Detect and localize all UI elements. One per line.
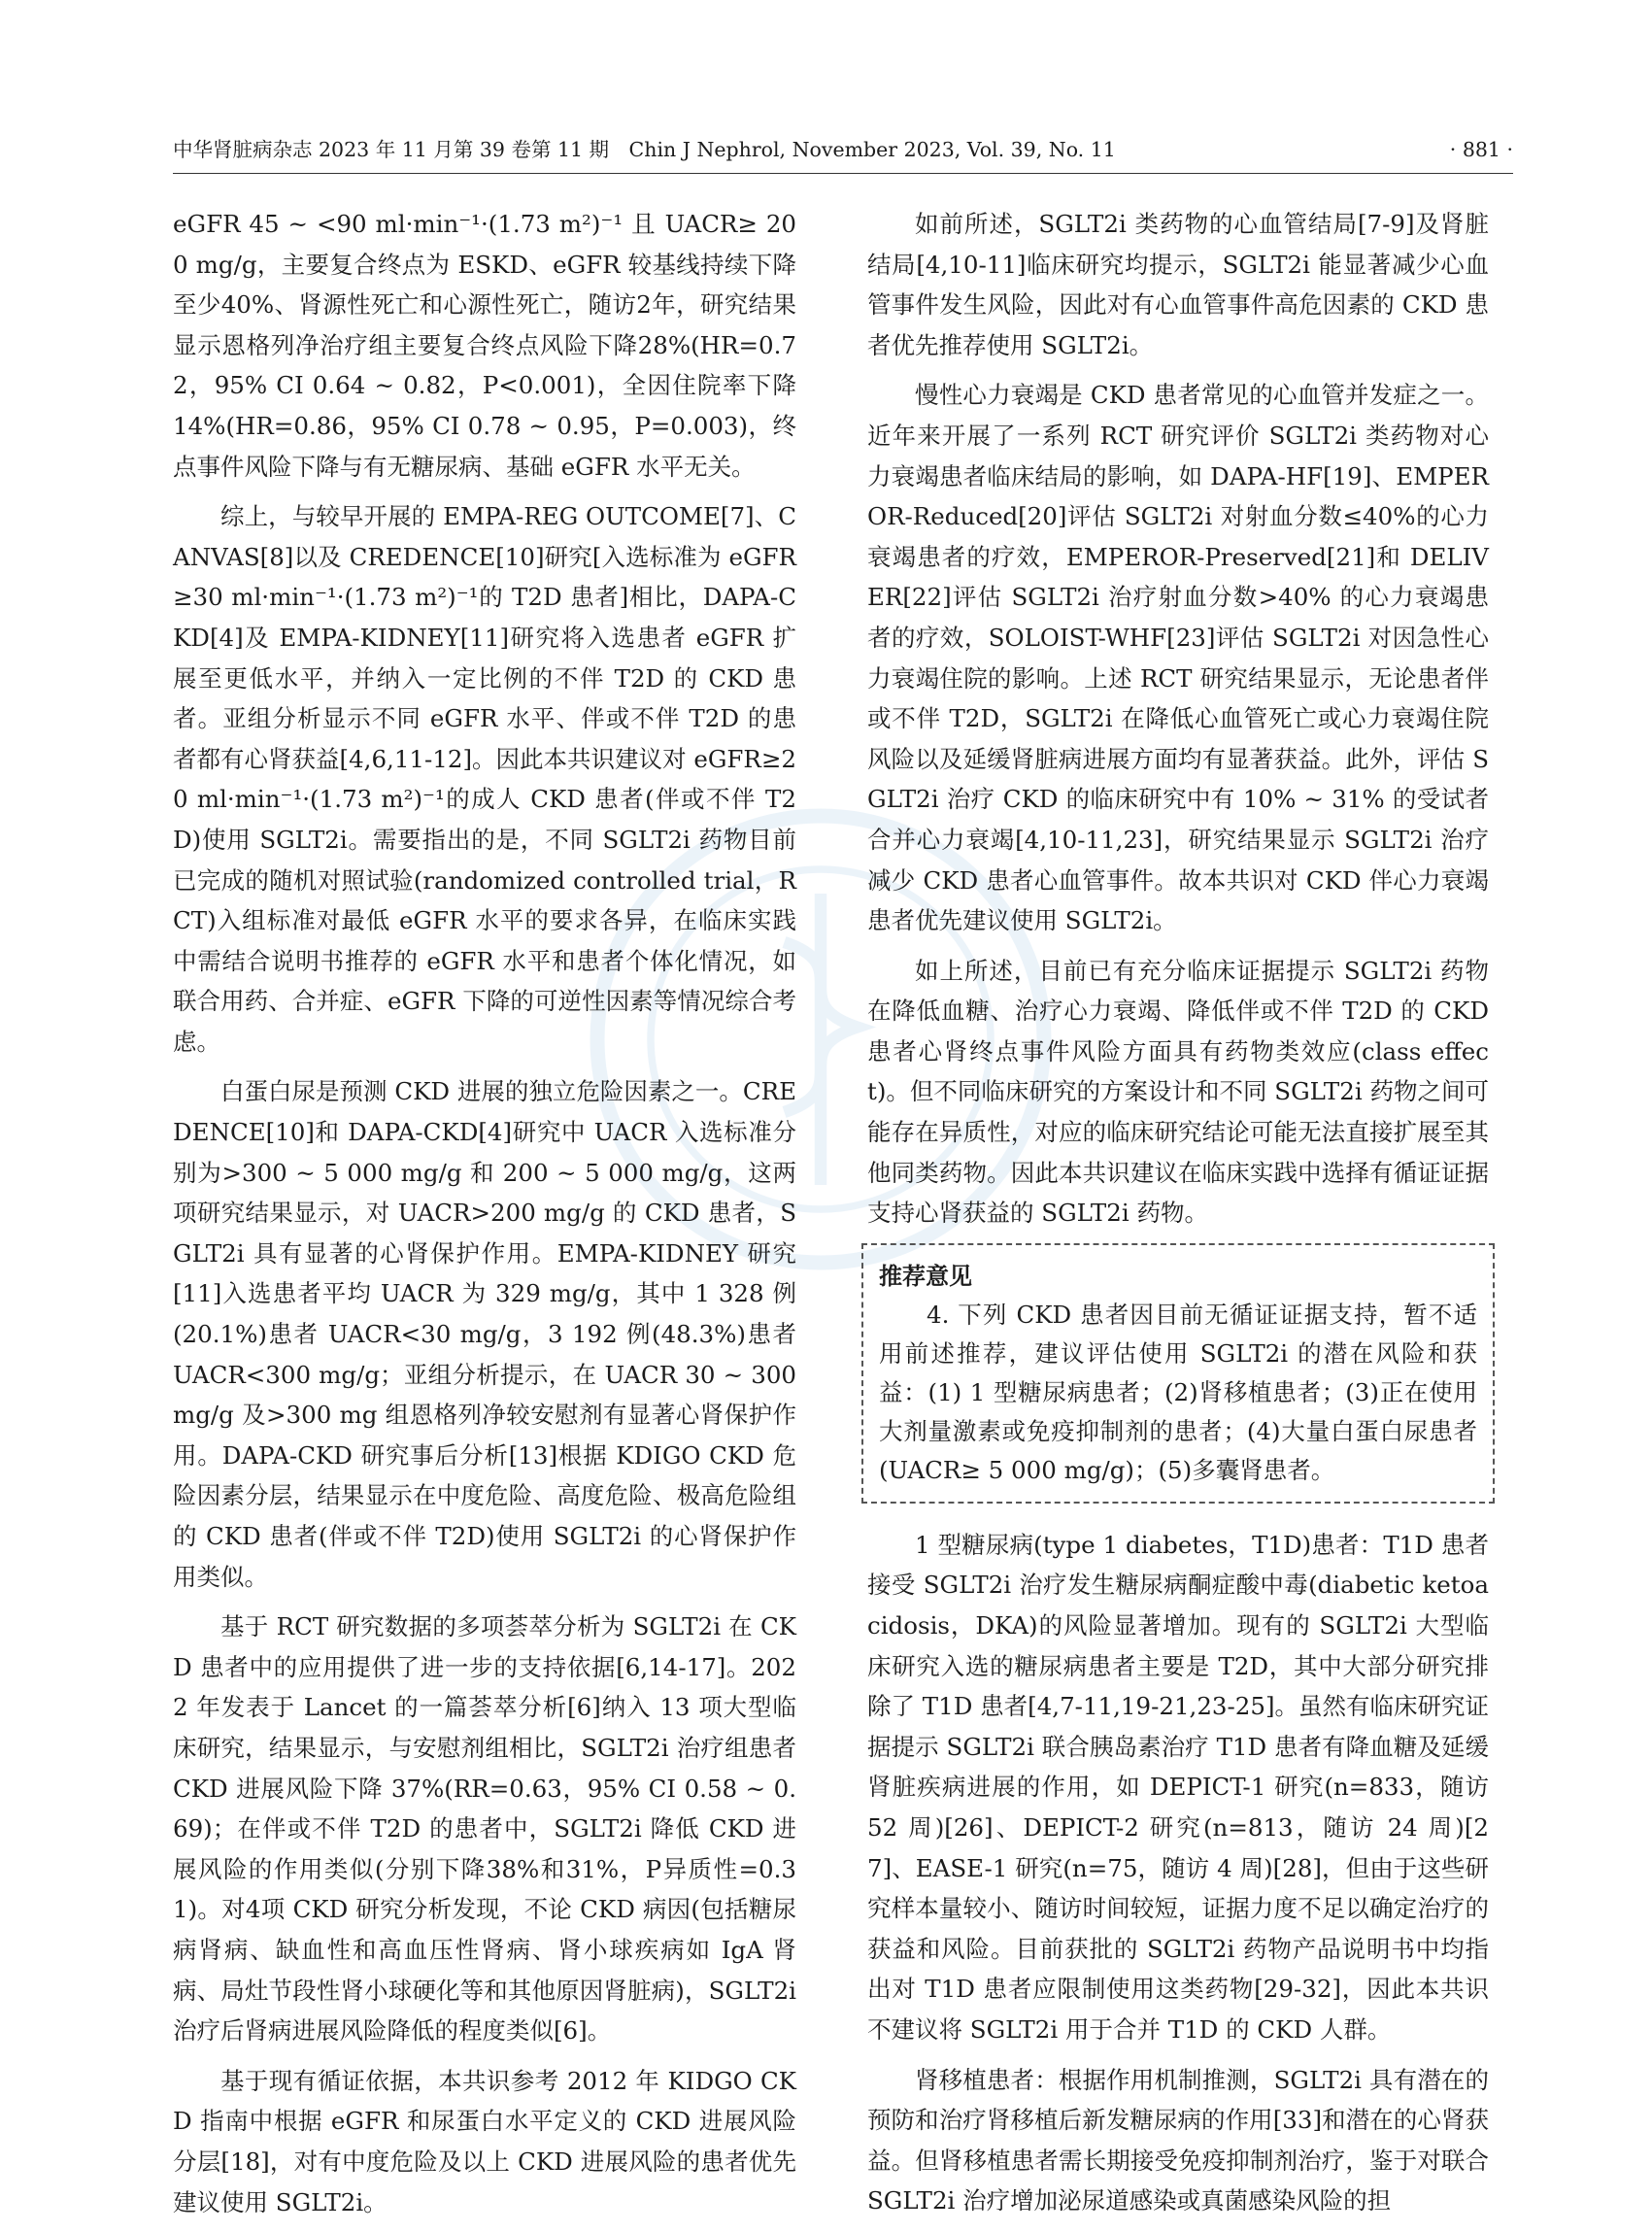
paragraph: 慢性心力衰竭是 CKD 患者常见的心血管并发症之一。近年来开展了一系列 RCT 研究评价 SGLT2i 类药物对心力衰竭患者临床结局的影响，如 DAPA-HF[19]、EMPEROR-Reduced[20]评估 SGLT2i 对射血分数≤40%的心力衰竭患者的疗效，EMPEROR-Preserved[21]和 DELIVER[22]评估 SGLT2i 治疗射血分数>40% 的心力衰竭患者的疗效，SOLOIST-WHF[23]评估 SGLT2i 对因急性心力衰竭住院的影响。上述 RCT 研究结果显示，无论患者伴或不伴 T2D，SGLT2i 在降低心血管死亡或心力衰竭住院风险以及延缓肾脏病进展方面均有显著获益。此外，评估 SGLT2i 治疗 CKD 的临床研究中有 10% ~ 31% 的受试者合并心力衰竭[4,10-11,23]，研究结果显示 SGLT2i 治疗减少 CKD 患者心血管事件。故本共识对 CKD 伴心力衰竭患者优先建议使用 SGLT2i。 (867, 381, 1489, 935)
header-rule (173, 173, 1513, 174)
page-number: · 881 · (1449, 138, 1513, 161)
paragraph: 如上所述，目前已有充分临床证据提示 SGLT2i 药物在降低血糖、治疗心力衰竭、降低伴或不伴 T2D 的 CKD 患者心肾终点事件风险方面具有药物类效应(class effect)。但不同临床研究的方案设计和不同 SGLT2i 药物之间可能存在异质性，对应的临床研究结论可能无法直接扩展至其他同类药物。因此本共识建议在临床实践中选择有循证证据支持心肾获益的 SGLT2i 药物。 (867, 956, 1489, 1228)
recommendation-text: 4. 下列 CKD 患者因目前无循证证据支持，暂不适用前述推荐，建议评估使用 SGLT2i 的潜在风险和获益：(1) 1 型糖尿病患者；(2)肾移植患者；(3)正在使用大剂量激素或免疫抑制剂的患者；(4)大量白蛋白尿患者(UACR≥ 5 000 mg/g)；(5)多囊肾患者。 (879, 1300, 1477, 1484)
paragraph: eGFR 45 ~ <90 ml·min⁻¹·(1.73 m²)⁻¹ 且 UACR≥ 200 mg/g，主要复合终点为 ESKD、eGFR 较基线持续下降至少40%、肾源性死亡和心源性死亡，随访2年，研究结果显示恩格列净治疗组主要复合终点风险下降28%(HR=0.72，95% CI 0.64 ~ 0.82，P<0.001)，全因住院率下降 14%(HR=0.86，95% CI 0.78 ~ 0.95，P=0.003)，终点事件风险下降与有无糖尿病、基础 eGFR 水平无关。 (173, 210, 796, 481)
running-header (173, 130, 1513, 169)
paragraph: 综上，与较早开展的 EMPA-REG OUTCOME[7]、CANVAS[8]以及 CREDENCE[10]研究[入选标准为 eGFR≥30 ml·min⁻¹·(1.73 m²)⁻¹的 T2D 患者]相比，DAPA-CKD[4]及 EMPA-KIDNEY[11]研究将入选患者 eGFR 扩展至更低水平，并纳入一定比例的不伴 T2D 的 CKD 患者。亚组分析显示不同 eGFR 水平、伴或不伴 T2D 的患者都有心肾获益[4,6,11-12]。因此本共识建议对 eGFR≥20 ml·min⁻¹·(1.73 m²)⁻¹的成人 CKD 患者(伴或不伴 T2D)使用 SGLT2i。需要指出的是，不同 SGLT2i 药物目前已完成的随机对照试验(randomized controlled trial，RCT)入组标准对最低 eGFR 水平的要求各异，在临床实践中需结合说明书推荐的 eGFR 水平和患者个体化情况，如联合用药、合并症、eGFR 下降的可逆性因素等情况综合考虑。 (173, 502, 797, 1056)
paragraph: 肾移植患者：根据作用机制推测，SGLT2i 具有潜在的预防和治疗肾移植后新发糖尿病的作用[33]和潜在的心肾获益。但肾移植患者需长期接受免疫抑制剂治疗，鉴于对联合 SGLT2i 治疗增加泌尿道感染或真菌感染风险的担 (867, 2065, 1489, 2215)
paragraph: 基于现有循证依据，本共识参考 2012 年 KIDGO CKD 指南中根据 eGFR 和尿蛋白水平定义的 CKD 进展风险分层[18]，对有中度危险及以上 CKD 进展风险的患者优先建议使用 SGLT2i。 (173, 2066, 796, 2216)
paragraph: 白蛋白尿是预测 CKD 进展的独立危险因素之一。CREDENCE[10]和 DAPA-CKD[4]研究中 UACR 入选标准分别为>300 ~ 5 000 mg/g 和 200 ~ 5 000 mg/g，这两项研究结果显示，对 UACR>200 mg/g 的 CKD 患者，SGLT2i 具有显著的心肾保护作用。EMPA-KIDNEY 研究[11]入选患者平均 UACR 为 329 mg/g，其中 1 328 例(20.1%)患者 UACR<30 mg/g，3 192 例(48.3%)患者 UACR<300 mg/g；亚组分析提示，在 UACR 30 ~ 300 mg/g 及>300 mg 组恩格列净较安慰剂有显著心肾保护作用。DAPA-CKD 研究事后分析[13]根据 KDIGO CKD 危险因素分层，结果显示在中度危险、高度危险、极高危险组的 CKD 患者(伴或不伴 T2D)使用 SGLT2i 的心肾保护作用类似。 (173, 1077, 796, 1591)
recommendation-title: 推荐意见 (879, 1261, 972, 1290)
left-column (173, 204, 796, 2232)
paragraph: 如前所述，SGLT2i 类药物的心血管结局[7-9]及肾脏结局[4,10-11]临床研究均提示，SGLT2i 能显著减少心血管事件发生风险，因此对有心血管事件高危因素的 CKD 患者优先推荐使用 SGLT2i。 (867, 210, 1489, 359)
paragraph: 1 型糖尿病(type 1 diabetes，T1D)患者：T1D 患者接受 SGLT2i 治疗发生糖尿病酮症酸中毒(diabetic ketoacidosis，DKA)的风险显著增加。现有的 SGLT2i 大型临床研究入选的糖尿病患者主要是 T2D，其中大部分研究排除了 T1D 患者[4,7-11,19-21,23-25]。虽然有临床研究证据提示 SGLT2i 联合胰岛素治疗 T1D 患者有降血糖及延缓肾脏疾病进展的作用，如 DEPICT-1 研究(n=833，随访 52 周)[26]、DEPICT-2 研究(n=813，随访 24 周)[27]、EASE-1 研究(n=75，随访 4 周)[28]，但由于这些研究样本量较小、随访时间较短，证据力度不足以确定治疗的获益和风险。目前获批的 SGLT2i 药物产品说明书中均指出对 T1D 患者应限制使用这类药物[29-32]，因此本共识不建议将 SGLT2i 用于合并 T1D 的 CKD 人群。 (867, 1530, 1490, 2044)
right-column (867, 204, 1489, 2231)
recommendation-box (861, 1243, 1495, 1504)
paragraph: 基于 RCT 研究数据的多项荟萃分析为 SGLT2i 在 CKD 患者中的应用提供了进一步的支持依据[6,14-17]。2022 年发表于 Lancet 的一篇荟萃分析[6]纳入 13 项大型临床研究，结果显示，与安慰剂组相比，SGLT2i 治疗组患者 CKD 进展风险下降 37%(RR=0.63，95% CI 0.58 ~ 0.69)；在伴或不伴 T2D 的患者中，SGLT2i 降低 CKD 进展风险的作用类似(分别下降38%和31%，P异质性=0.31)。对4项 CKD 研究分析发现，不论 CKD 病因(包括糖尿病肾病、缺血性和高血压性肾病、肾小球疾病如 IgA 肾病、局灶节段性肾小球硬化等和其他原因肾脏病)，SGLT2i 治疗后肾病进展风险降低的程度类似[6]。 (173, 1612, 796, 2046)
journal-citation: 中华肾脏病杂志 2023 年 11 月第 39 卷第 11 期 Chin J Nephrol, November 2023, Vol. 39, No. 11 (173, 138, 1116, 161)
